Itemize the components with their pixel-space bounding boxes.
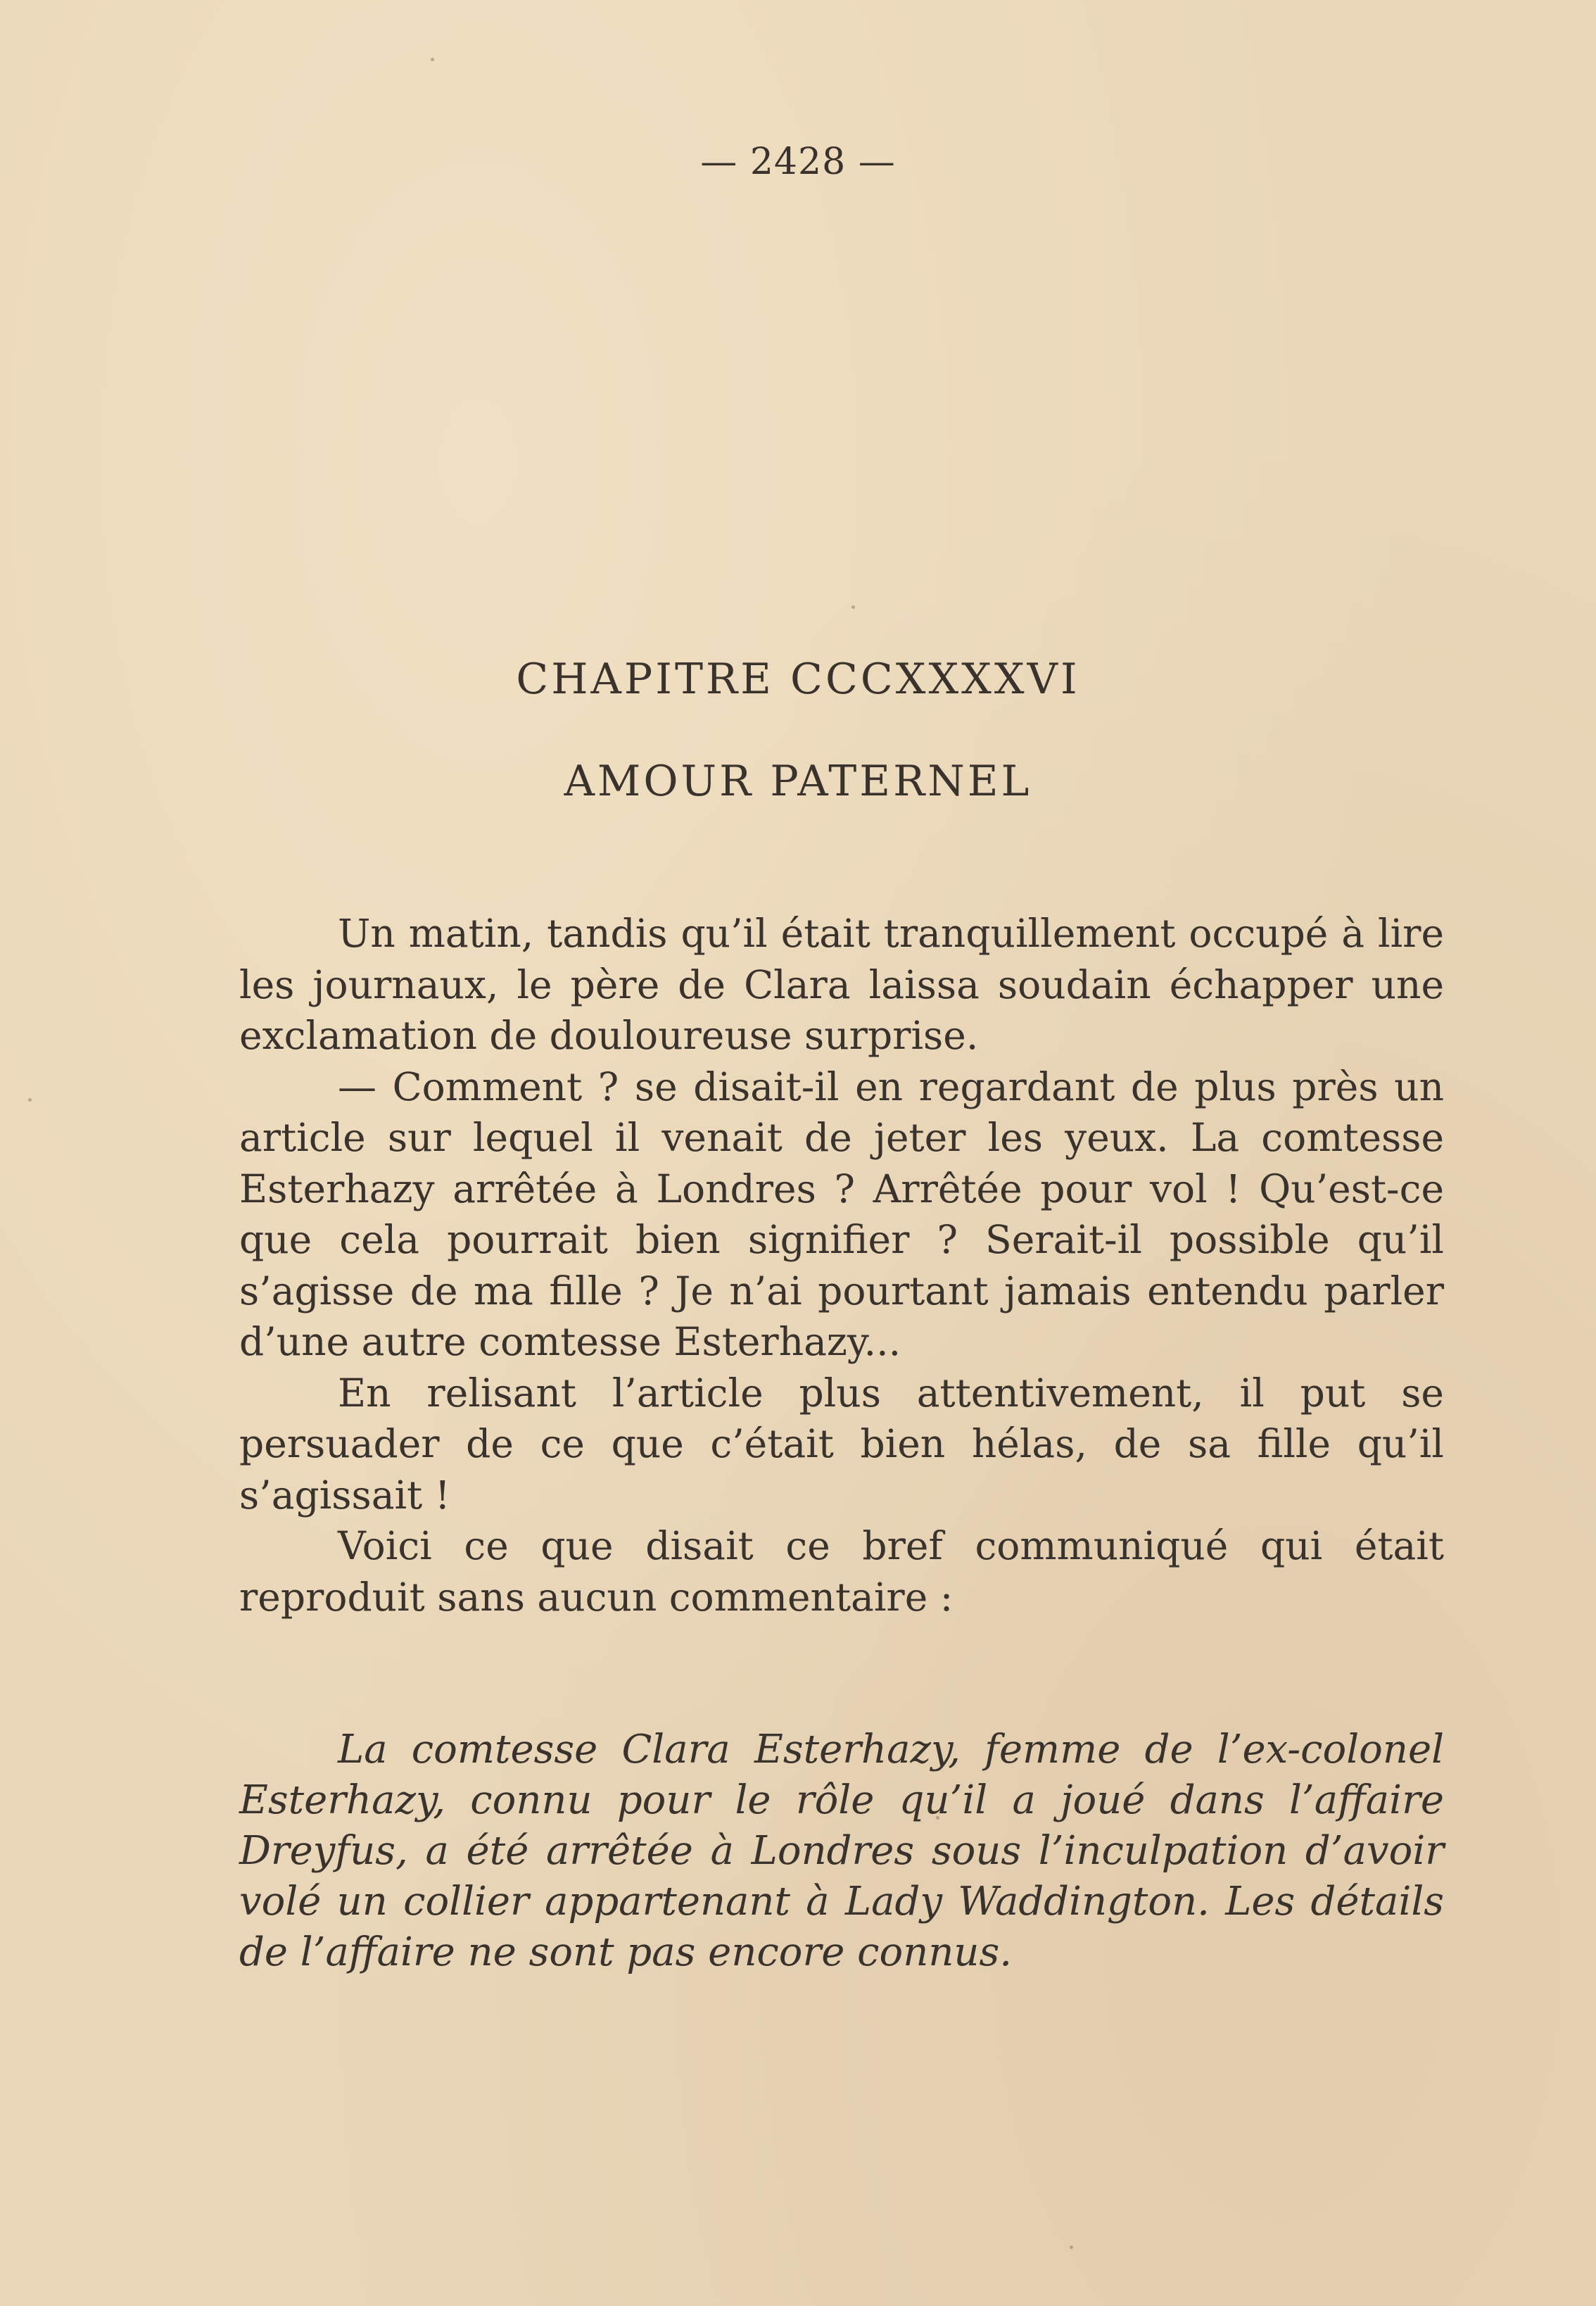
newspaper-quote: La comtesse Clara Esterhazy, femme de l’ex-colonel Esterhazy, connu pour le rôle qu’il a joué dans l’affaire Dreyfus, a été arrêtée à Londres sous l’inculpation d’avoir volé un collier appartenant à Lady Waddington. Les détails de l’affaire ne sont pas encore connus. — [239, 1727, 1444, 1975]
paper-speck — [1070, 2245, 1073, 2249]
paper-speck — [936, 1816, 939, 1820]
paragraph: Voici ce que disait ce bref communiqué qui était reproduit sans aucun commentaire : — [239, 1523, 1444, 1620]
paragraph: Un matin, tandis qu’il était tranquillement occupé à lire les journaux, le père de Clara laissa soudain échapper une exclamation de douloureuse surprise. — [239, 911, 1444, 1058]
body-text — [239, 908, 1444, 1623]
paragraph: En relisant l’article plus attentivement, il put se persuader de ce que c’était bien hélas, de sa fille qu’il s’agissait ! — [239, 1370, 1444, 1518]
paper-speck — [431, 58, 434, 61]
paper-speck — [28, 1098, 32, 1102]
paper-speck — [851, 605, 855, 609]
chapter-title: CHAPITRE CCCXXXXVI — [516, 655, 1080, 704]
chapter-subtitle: AMOUR PATERNEL — [564, 757, 1032, 806]
paragraph: — Comment ? se disait-il en regardant de plus près un article sur lequel il venait de jeter les yeux. La comtesse Esterhazy arrêtée à Londres ? Arrêtée pour vol ! Qu’est-ce que cela pourrait bien signifier ? Serait-il possible qu’il s’agisse de ma fille ? Je n’ai pourtant jamais entendu parler d’une autre comtesse Esterhazy... — [239, 1064, 1444, 1364]
page-number: — 2428 — — [700, 141, 896, 183]
